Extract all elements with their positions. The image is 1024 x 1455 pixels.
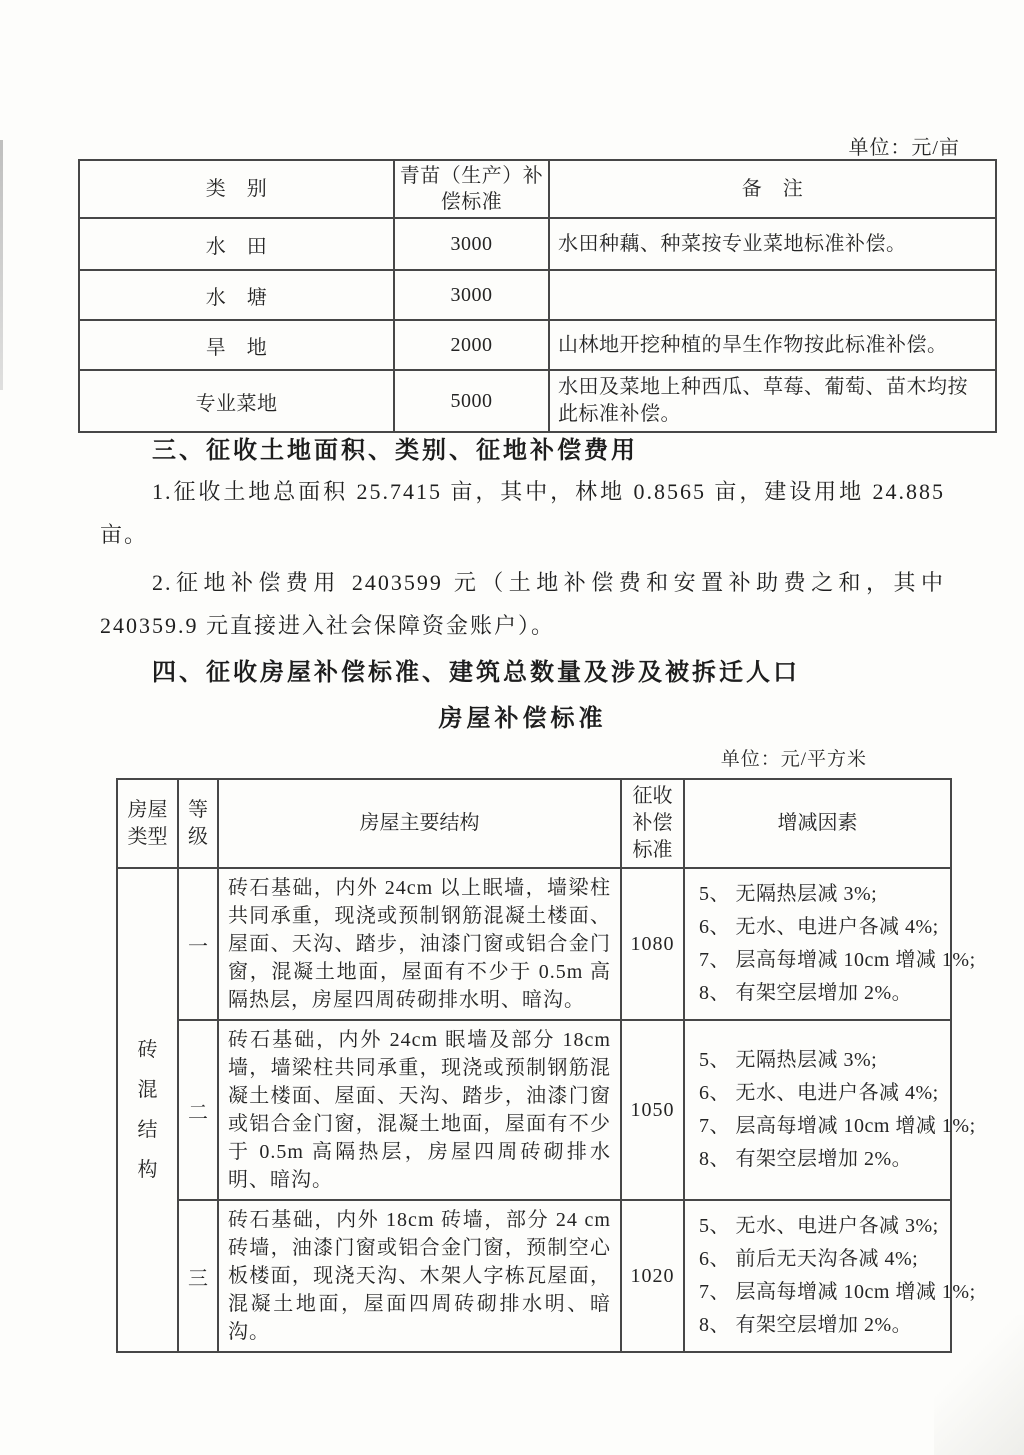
category-cell: 旱 地 bbox=[79, 320, 394, 370]
factor-item: 6、 无水、电进户各减 4%; bbox=[699, 916, 939, 938]
category-cell: 水 田 bbox=[79, 218, 394, 270]
scan-edge-artifact bbox=[0, 140, 3, 390]
header-standard: 青苗（生产）补偿标准 bbox=[394, 160, 549, 218]
standard-cell: 3000 bbox=[394, 270, 549, 320]
factor-item: 7、 层高每增减 10cm 增减 1%; bbox=[699, 1115, 976, 1137]
table-row bbox=[117, 1200, 951, 1352]
remark-cell bbox=[549, 270, 996, 320]
standard-cell: 3000 bbox=[394, 218, 549, 270]
table-row bbox=[117, 1020, 951, 1200]
table-row bbox=[79, 270, 996, 320]
table-row bbox=[79, 370, 996, 432]
factor-item: 5、 无隔热层减 3%; bbox=[699, 1049, 878, 1071]
table-header-row bbox=[79, 160, 996, 218]
factor-item: 8、 有架空层增加 2%。 bbox=[699, 1148, 913, 1170]
grade-cell: 三 bbox=[178, 1200, 218, 1352]
factor-item: 5、 无隔热层减 3%; bbox=[699, 883, 878, 905]
header-category: 类 别 bbox=[79, 160, 394, 218]
house-compensation-subtitle: 房屋补偿标准 bbox=[438, 705, 607, 732]
remark-cell: 水田及菜地上种西瓜、草莓、葡萄、苗木均按此标准补偿。 bbox=[549, 370, 996, 432]
standard-cell: 5000 bbox=[394, 370, 549, 432]
header-factors: 增减因素 bbox=[684, 779, 951, 868]
standard-cell: 1020 bbox=[621, 1200, 684, 1352]
para-land-area: 1.征收土地总面积 25.7415 亩，其中，林地 0.8565 亩，建设用地 24.885 亩。 bbox=[100, 479, 945, 547]
grade-cell: 一 bbox=[178, 868, 218, 1020]
standard-cell: 1050 bbox=[621, 1020, 684, 1200]
header-house-type: 房屋类型 bbox=[117, 779, 178, 868]
factor-item: 8、 有架空层增加 2%。 bbox=[699, 1314, 913, 1336]
unit-label-bottom: 单位：元/平方米 bbox=[720, 749, 867, 770]
category-cell: 专业菜地 bbox=[79, 370, 394, 432]
header-grade: 等级 bbox=[178, 779, 218, 868]
header-standard: 征收补偿标准 bbox=[621, 779, 684, 868]
table-row bbox=[117, 868, 951, 1020]
section-4-heading: 四、征收房屋补偿标准、建筑总数量及涉及被拆迁人口 bbox=[152, 659, 800, 686]
grade-cell: 二 bbox=[178, 1020, 218, 1200]
structure-cell: 砖石基础，内外 24cm 眠墙及部分 18cm 墙，墙梁柱共同承重，现浇或预制钢筋混凝土楼面、屋面、天沟、踏步，油漆门窗或铝合金门窗，混凝土地面，屋面有不少于 0.5m 高隔热层，房屋四周砖砌排水明、暗沟。 bbox=[218, 1020, 621, 1200]
house-compensation-table bbox=[116, 778, 976, 1353]
factors-cell bbox=[684, 1200, 976, 1352]
standard-cell: 1080 bbox=[621, 868, 684, 1020]
structure-cell: 砖石基础，内外 24cm 以上眠墙，墙梁柱共同承重，现浇或预制钢筋混凝土楼面、屋面、天沟、踏步，油漆门窗或铝合金门窗，混凝土地面，屋面有不少于 0.5m 高隔热层，房屋四周砖砌排水明、暗沟。 bbox=[218, 868, 621, 1020]
factor-item: 6、 无水、电进户各减 4%; bbox=[699, 1082, 939, 1104]
table-header-row bbox=[117, 779, 951, 868]
unit-label-top: 单位：元/亩 bbox=[848, 137, 960, 159]
factor-item: 7、 层高每增减 10cm 增减 1%; bbox=[699, 949, 976, 971]
standard-cell: 2000 bbox=[394, 320, 549, 370]
house-type-label: 砖混结构 bbox=[137, 1039, 158, 1181]
remark-cell: 水田种藕、种菜按专业菜地标准补偿。 bbox=[549, 218, 996, 270]
crop-compensation-table bbox=[78, 159, 997, 433]
factor-item: 7、 层高每增减 10cm 增减 1%; bbox=[699, 1281, 976, 1303]
factor-item: 8、 有架空层增加 2%。 bbox=[699, 982, 913, 1004]
remark-cell: 山林地开挖种植的旱生作物按此标准补偿。 bbox=[549, 320, 996, 370]
header-structure: 房屋主要结构 bbox=[218, 779, 621, 868]
factors-cell bbox=[684, 1020, 976, 1200]
header-remark: 备 注 bbox=[549, 160, 996, 218]
category-cell: 水 塘 bbox=[79, 270, 394, 320]
table-row bbox=[79, 320, 996, 370]
table-row bbox=[79, 218, 996, 270]
factor-item: 5、 无水、电进户各减 3%; bbox=[699, 1215, 939, 1237]
house-type-cell bbox=[117, 868, 178, 1352]
para-compensation-fee: 2.征地补偿费用 2403599 元（土地补偿费和安置补助费之和，其中 240359.9 元直接进入社会保障资金账户）。 bbox=[100, 570, 945, 638]
factors-cell bbox=[684, 868, 976, 1020]
structure-cell: 砖石基础，内外 18cm 砖墙，部分 24 cm 砖墙，油漆门窗或铝合金门窗，预制空心板楼面，现浇天沟、木架人字栋瓦屋面，混凝土地面，屋面四周砖砌排水明、暗沟。 bbox=[218, 1200, 621, 1352]
factor-item: 6、 前后无天沟各减 4%; bbox=[699, 1248, 919, 1270]
section-3-heading: 三、征收土地面积、类别、征地补偿费用 bbox=[152, 437, 638, 464]
